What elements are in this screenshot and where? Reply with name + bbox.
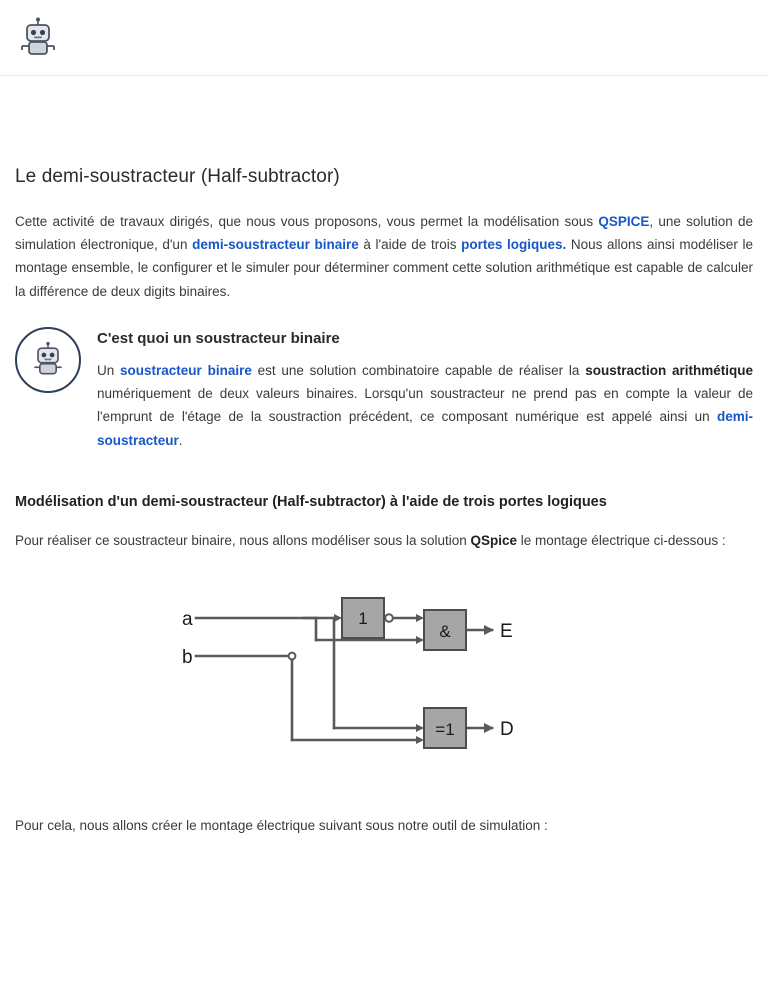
callout-bold-1: soustraction arithmétique	[585, 362, 753, 378]
callout-body	[97, 325, 753, 452]
link-soustracteur-binaire[interactable]: soustracteur binaire	[120, 362, 252, 378]
callout-text-2: est une solution combinatoire capable de réaliser la	[251, 362, 586, 378]
not-gate-label: 1	[358, 608, 368, 628]
intro-text-3: à l'aide de trois	[358, 237, 462, 253]
link-portes-logiques[interactable]: portes logiques.	[461, 237, 567, 253]
page-title: Le demi-soustracteur (Half-subtractor)	[15, 166, 340, 187]
robot-logo-icon[interactable]	[16, 16, 60, 60]
intro-paragraph	[15, 210, 753, 303]
callout-title: C'est quoi un soustracteur binaire	[97, 329, 340, 347]
output-label-d: D	[500, 718, 514, 740]
callout-robot-avatar	[15, 327, 81, 393]
input-label-a: a	[182, 608, 193, 630]
callout-text-4: .	[178, 432, 183, 448]
link-demi-soustracteur-binaire[interactable]: demi-soustracteur binaire	[192, 237, 359, 253]
schematic-figure	[15, 588, 753, 778]
section-title: Modélisation d'un demi-soustracteur (Half-subtractor) à l'aide de trois portes logiques	[15, 493, 607, 510]
section-bold-qspice: QSpice	[470, 532, 518, 548]
intro-text-4: Nous allons ainsi modéliser le montage ensemble, le configurer et le simuler pour déterminer comment cette solution arithmétique est capable de calculer la différence de deux digits binaires.	[15, 237, 754, 299]
half-subtractor-diagram	[174, 588, 594, 778]
input-label-b: b	[182, 646, 193, 668]
and-gate-label: &	[439, 621, 451, 641]
xor-gate-label: =1	[435, 719, 455, 739]
article-content	[0, 166, 768, 837]
callout-box	[15, 325, 753, 452]
link-demi-soustracteur[interactable]: demi-soustracteur	[97, 409, 753, 448]
intro-text-2: , une solution de simulation électronique, d'un	[15, 214, 753, 253]
callout-paragraph	[97, 359, 753, 452]
section-text-1: Pour réaliser ce soustracteur binaire, nous allons modéliser sous la solution	[15, 532, 471, 548]
section-text-2: le montage électrique ci-dessous :	[517, 532, 726, 548]
output-label-e: E	[500, 620, 513, 642]
section-paragraph	[15, 529, 753, 552]
site-header	[0, 0, 768, 76]
callout-text-1: Un	[97, 362, 121, 378]
callout-text-3: numériquement de deux valeurs binaires. Lorsqu'un soustracteur ne prend pas en compte la valeur de l'emprunt de l'étage de la soustraction précédent, ce composant numérique est appelé ainsi un	[97, 386, 753, 425]
intro-text-1: Cette activité de travaux dirigés, que nous vous proposons, vous permet la modélisation sous	[15, 214, 599, 229]
closing-paragraph: Pour cela, nous allons créer le montage électrique suivant sous notre outil de simulation :	[15, 817, 548, 833]
link-qspice[interactable]: QSPICE	[598, 214, 650, 229]
